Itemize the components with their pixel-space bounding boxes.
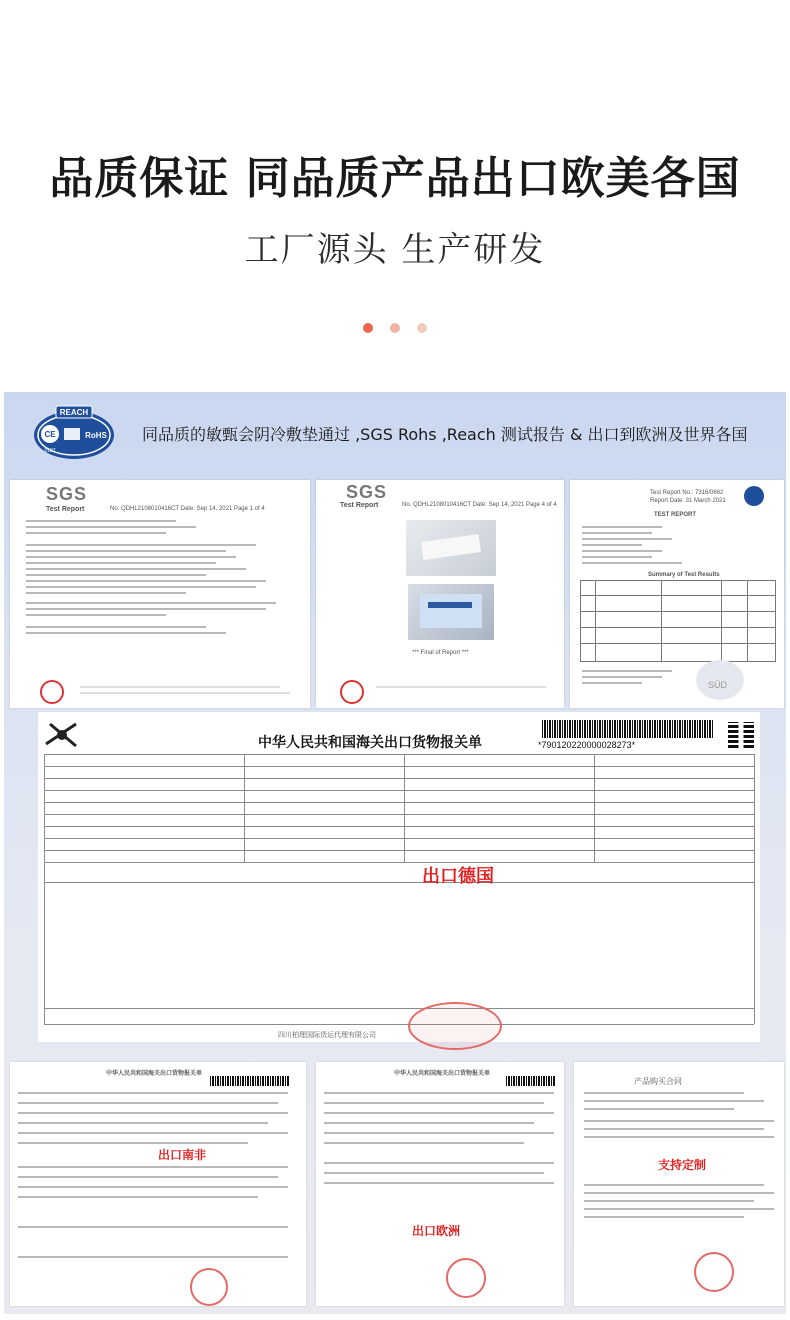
declaration-title: 中华人民共和国海关出口货物报关单 xyxy=(394,1071,491,1077)
svg-text:REACH: REACH xyxy=(59,408,89,417)
tuv-results-table xyxy=(580,580,776,662)
agent-company: 四川柏理国际货运代理有限公司 xyxy=(278,1032,376,1039)
declaration-number: *790120220000028273* xyxy=(538,740,636,750)
carousel-dot-1[interactable] xyxy=(363,323,373,333)
contract-seal xyxy=(694,1252,734,1292)
report-title: Test Report xyxy=(46,506,85,513)
carousel-dot-3[interactable] xyxy=(417,323,427,333)
reach-rohs-badge-icon xyxy=(30,402,118,462)
custom-support-label: 支持定制 xyxy=(658,1158,707,1172)
barcode-icon xyxy=(542,720,714,738)
export-europe-label: 出口欧洲 xyxy=(412,1224,461,1238)
tuv-report-number: Test Report No.: 7316/0662 xyxy=(650,490,724,496)
headline: 品质保证 同品质产品出口欧美各国 xyxy=(49,153,741,204)
export-south-africa-label: 出口南非 xyxy=(158,1148,207,1162)
banner-text: 同品质的敏甄会阴冷敷垫通过 ,SGS Rohs ,Reach 测试报告 & 出口到欧洲及世界各国 xyxy=(142,425,748,444)
tuv-watermark: SÜD xyxy=(696,660,744,700)
export-germany-label: 出口德国 xyxy=(422,866,494,887)
barcode-icon xyxy=(506,1076,556,1086)
sgs-logo-icon: SGS xyxy=(46,484,88,504)
purchase-contract xyxy=(574,1062,784,1306)
carousel-dots xyxy=(0,318,790,337)
customs-declaration-europe xyxy=(316,1062,564,1306)
qr-code-icon xyxy=(728,722,754,748)
tuv-heading: TEST REPORT xyxy=(654,512,697,518)
report-number: No. QDHL2108010416CT Date: Sep 14, 2021 Page 4 of 4 xyxy=(402,502,557,508)
customs-seal xyxy=(408,1002,502,1050)
carousel-dot-2[interactable] xyxy=(390,323,400,333)
certificate-panel xyxy=(4,392,786,1314)
certification-badge xyxy=(30,402,118,462)
sgs-stamp xyxy=(340,680,364,704)
top-section xyxy=(0,0,790,392)
declaration-title: 中华人民共和国海关出口货物报关单 xyxy=(258,735,482,751)
svg-text:RoHS: RoHS xyxy=(85,431,107,440)
sgs-report-page-1 xyxy=(10,480,310,708)
tuv-summary: Summary of Test Results xyxy=(648,572,720,578)
sgs-logo-icon: SGS xyxy=(346,482,388,502)
report-caption: *** Final of Report *** xyxy=(412,650,469,656)
subline: 工厂源头 生产研发 xyxy=(244,230,546,270)
svg-text:CE: CE xyxy=(44,430,56,439)
report-title: Test Report xyxy=(340,502,379,509)
customs-declaration-germany xyxy=(38,712,760,1042)
tuv-test-report xyxy=(570,480,784,708)
svg-text:0197: 0197 xyxy=(44,448,56,454)
report-number: No. QDHL2108010416CT Date: Sep 14, 2021 Page 1 of 4 xyxy=(110,506,265,512)
customs-seal xyxy=(190,1268,228,1306)
certification-banner xyxy=(12,392,782,470)
sgs-stamp xyxy=(40,680,64,704)
barcode-icon xyxy=(210,1076,290,1086)
declaration-title: 中华人民共和国海关出口货物报关单 xyxy=(106,1071,203,1077)
sgs-report-page-4 xyxy=(316,480,564,708)
sample-photo-2 xyxy=(408,584,494,640)
customs-declaration-south-africa xyxy=(10,1062,306,1306)
tuv-report-date: Report Date: 31 March 2021 xyxy=(650,498,726,504)
contract-title: 产品购买合同 xyxy=(634,1077,682,1086)
sample-photo-1 xyxy=(406,520,496,576)
customs-emblem-icon xyxy=(42,720,82,750)
customs-seal xyxy=(446,1258,486,1298)
tuv-logo-icon xyxy=(744,486,764,506)
